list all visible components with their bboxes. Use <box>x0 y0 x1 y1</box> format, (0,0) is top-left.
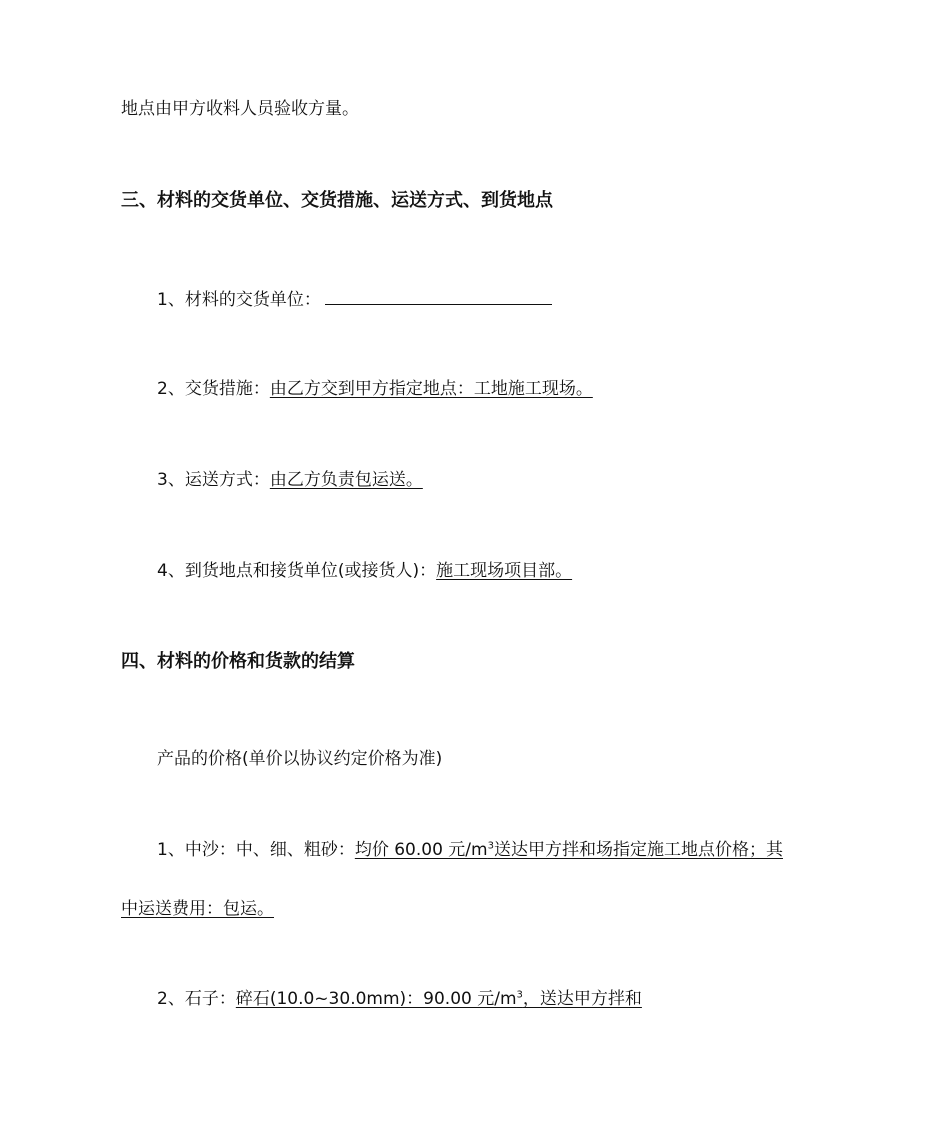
sand-price-label: 1、中沙：中、细、粗砂： <box>157 840 355 860</box>
arrival-location-item <box>157 559 572 583</box>
arrival-location-label: 4、到货地点和接货单位(或接货人)： <box>157 561 437 581</box>
delivery-measure-item <box>157 377 593 401</box>
sand-price-continuation <box>121 897 274 921</box>
transport-method-value: 由乙方负责包运送。 <box>269 470 423 490</box>
price-note <box>157 747 442 771</box>
delivery-unit-item <box>157 286 552 312</box>
transport-method-item <box>157 468 423 492</box>
stone-price-superscript: 3 <box>516 989 523 1001</box>
transport-method-label: 3、运送方式： <box>157 470 270 490</box>
sand-price-value <box>355 840 783 860</box>
sand-price-value-b: 送达甲方拌和场指定施工地点价格；其 <box>493 840 783 860</box>
delivery-measure-label: 2、交货措施： <box>157 379 270 399</box>
sand-price-continuation-text: 中运送费用：包运。 <box>121 899 274 919</box>
delivery-unit-label: 1、材料的交货单位： <box>157 290 321 310</box>
paragraph-text: 地点由甲方收料人员验收方量。 <box>121 99 359 119</box>
section-heading-4-text: 四、材料的价格和货款的结算 <box>121 651 355 672</box>
paragraph-continuation <box>121 97 359 121</box>
price-note-text: 产品的价格(单价以协议约定价格为准) <box>157 749 443 769</box>
section-heading-3 <box>121 189 553 213</box>
sand-price-value-a: 均价 60.00 元/m <box>354 840 488 860</box>
stone-price-label: 2、石子： <box>157 989 236 1009</box>
stone-price-value-a: 碎石(10.0~30.0mm)：90.00 元/m <box>235 989 517 1009</box>
arrival-location-value: 施工现场项目部。 <box>436 561 573 581</box>
delivery-measure-value: 由乙方交到甲方指定地点：工地施工现场。 <box>269 379 593 399</box>
stone-price-value-b: ，送达甲方拌和 <box>522 989 642 1009</box>
sand-price-superscript: 3 <box>487 840 494 852</box>
delivery-unit-blank <box>325 286 552 305</box>
section-heading-4 <box>121 650 355 674</box>
sand-price-item <box>157 838 783 862</box>
section-heading-3-text: 三、材料的交货单位、交货措施、运送方式、到货地点 <box>121 190 553 211</box>
stone-price-value <box>236 989 642 1009</box>
stone-price-item <box>157 987 642 1011</box>
